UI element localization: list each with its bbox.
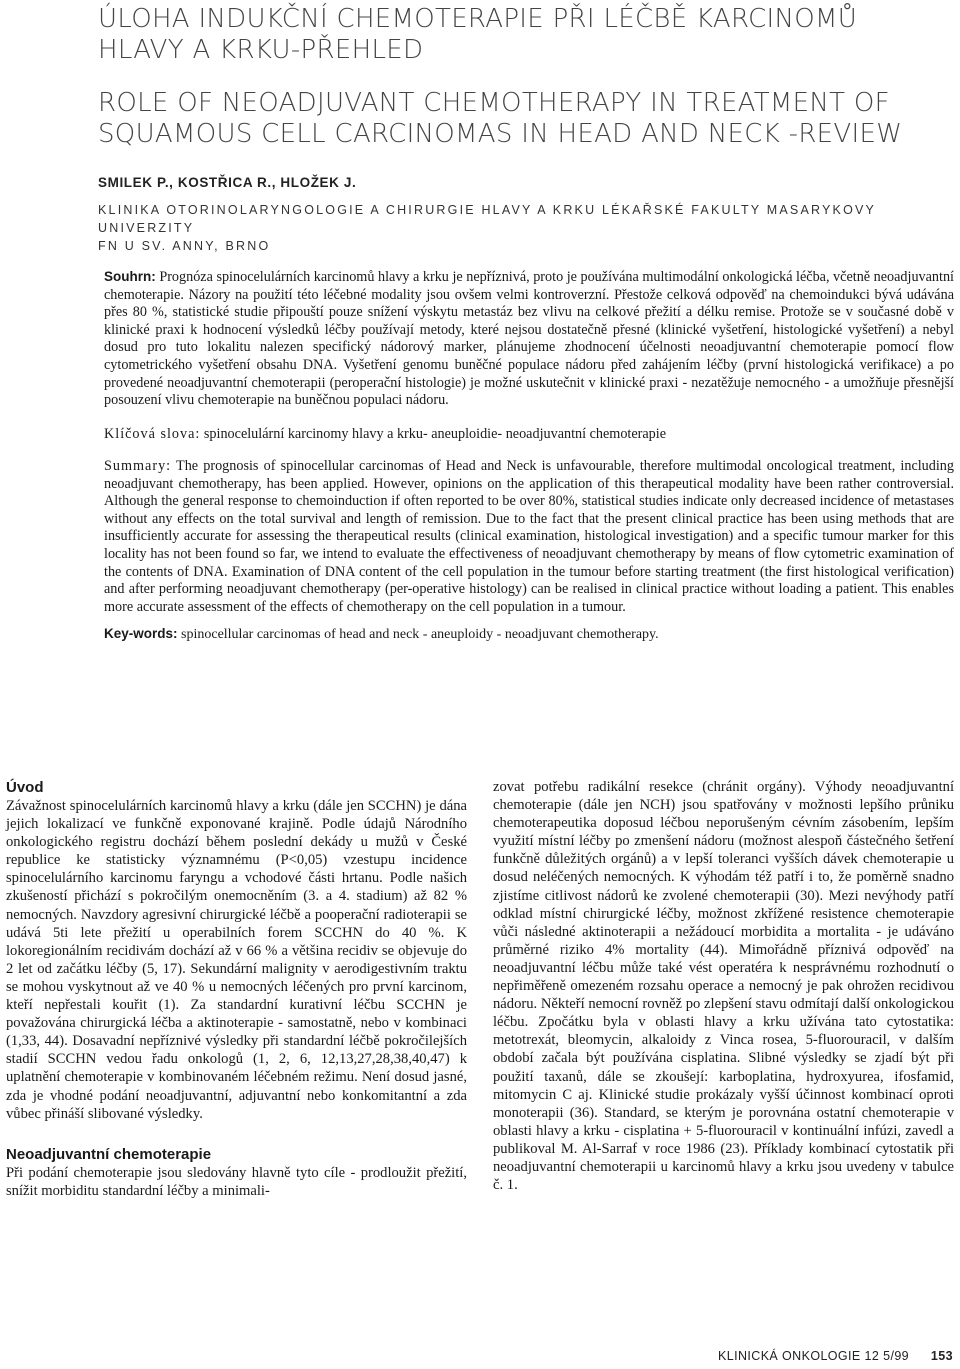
affiliation-line-2: UNIVERZITY: [98, 221, 195, 235]
page-footer: [718, 1349, 953, 1363]
keywords-czech-label: Klíčová slova:: [104, 426, 201, 442]
keywords-english-label: Key-words:: [104, 626, 178, 641]
abstract-czech-label: Souhrn:: [104, 269, 156, 284]
keywords-english: [104, 625, 954, 644]
abstract-english-text: The prognosis of spinocellular carcinomas of Head and Neck is unfavourable, therefore multimodal oncological treatment, including neoadjuvant chemotherapy, has been applied. However, opinions on the application of this therapeutical modality have been rather controversial. Although the general response to chemoinduction if often reported to be over 80%, statistical studies indicate only decreased incidence of metastases without any effects on the total survival and length of remission. Due to the fact that the present clinical practice has been using methods that are insufficiently accurate for assessing the therapeutical results (clinical examination, histological investigation) and a specific tumour marker for this locality has not been found so far, we intend to evaluate the effectiveness of neoadjuvant chemotherapy by means of flow cytometric examination of the contents of DNA. Examination of DNA content of the cell population in the tumour before starting treatment (the first histological verification) and after performing neoadjuvant chemotherapy (per-operative histology) can be realised in clinical practice without loading a patient. This enables more accurate assessment of the effects of chemotherapy on the cell population in a tumour.: [104, 458, 954, 615]
abstract-czech: [104, 268, 954, 410]
affiliation-line-1: KLINIKA OTORINOLARYNGOLOGIE A CHIRURGIE HLAVY A KRKU LÉKAŘSKÉ FAKULTY MASARYKOVY: [98, 203, 877, 217]
abstract-english-label: Summary:: [104, 458, 172, 474]
keywords-czech: [104, 426, 954, 444]
right-column-paragraph: zovat potřebu radikální resekce (chránit orgány). Výhody neoadjuvantní chemoterapie (dále jen NCH) jsou spatřovány v možnosti lepšího průniku chemoterapeutika doposud léčbou neporušeným cévním zásobením, lepším využití místní léčby po zmenšení nádoru (možnost alespoň částečného šetření funkčně důležitých orgánů) a v lepší toleranci vyšších dávek chemoterapie u dosud neléčených nemocných. K výhodám též patří i to, že poměrně snadno zjistíme citlivost nádorů ke zvolené chemoterapii (30). Mezi nevýhody patří odklad místní chirurgické léčby, možnost zkřížené resistence chemoterapie vůči následné aktinoterapii a nežádoucí morbidita a mortalita - je udáváno průměrné riziko 4% mortality (44). Mimořádně příznivá odpověď na neoadjuvantní léčbu může také vést operatéra k nesprávnému rozhodnutí o nepřiměřeně omezeném rozsahu operace a nemocný je pak ohrožen recidivou nádoru. Někteří nemocní rovněž po zlepšení stavu odmítají další onkologickou léčbu. Zpočátku byla v oblasti hlavy a krku užívána tato cytostatika: metotrexát, bleomycin, alkaloidy z Vinca rosea, 5-fluorouracil, v dalším období začala být používána cisplatina. Slibné výsledky se zjadí být při použití taxanů, dále se zkoušejí: karboplatina, hydroxyurea, ifosfamid, mitomycin C aj. Klinické studie prokázaly vyšší účinnost kombinací oproti monoterapii (36). Standard, se kterým je porovnána ostatní chemoterapie v oblasti hlavy a krku - cisplatina + 5-fluorouracil v kontinuální infúzi, zavedl a publikoval M. Al-Sarraf v roce 1986 (23). Příklady kombinací cytostatik při neoadjuvantní chemoterapii u karcinomů hlavy a krku jsou uvedeny v tabulce č. 1.: [493, 779, 954, 1194]
neoadjuvant-heading: Neoadjuvantní chemoterapie: [6, 1145, 212, 1163]
abstract-czech-text: Prognóza spinocelulárních karcinomů hlavy a krku je nepříznivá, proto je používána multimodální onkologická léčba, včetně neoadjuvantní chemoterapie. Názory na použití této léčebné modality jsou ovšem velmi kontroverzní. Přestože celková odpověď na chemoindukci bývá udávána přes 80 %, statistické studie připouští pouze snížení výskytu metastáz bez vlivu na celkové přežití a délku remise. Protože se v současné době v klinické praxi k hodnocení výsledků léčby používají metody, které nejsou dostatečně přesné (klinické vyšetření, histologické vyšetření) a nebyl dosud pro tuto lokalitu nalezen specifický nádorový marker, plánujeme zhodnocení účelnosti neoadjuvantní chemoterapie pomocí flow cytometrického vyšetření obsahu DNA. Vyšetření genomu buněčné populace nádoru před zahájením léčby (první histologická verifikace) a po provedené neoadjuvantní chemoterapii (peroperační histologie) je možné uskutečnit v klinické praxi - nezatěžuje nemocného - a umožňuje přesnější posouzení vlivu chemoterapie na buněčnou populaci nádoru.: [104, 269, 955, 409]
keywords-czech-text: spinocelulární karcinomy hlavy a krku- aneuploidie- neoadjuvantní chemoterapie: [203, 426, 667, 442]
authors: SMILEK P., KOSTŘICA R., HLOŽEK J.: [98, 175, 357, 190]
neoadjuvant-paragraph: Při podání chemoterapie jsou sledovány hlavně tyto cíle - prodloužit přežití, snížit morbiditu standardní léčby a minimali-: [6, 1164, 467, 1199]
page-number: 153: [930, 1349, 953, 1363]
intro-paragraph: Závažnost spinocelulárních karcinomů hlavy a krku (dále jen SCCHN) je dána jejich lokalizací ve funkčně exponované krajině. Podle údajů Národního onkologického registru dochází během poslední dekády u mužů v České republice ke statisticky významnému (P<0,05) vzestupu incidence spinocelulárního karcinomu faryngu a vchodové části hrtanu. Podle našich zkušeností přichází s pokročilým onemocněním (3. a 4. stadium) až 82 % nemocných. Navzdory agresivní chirurgické léčbě a pooperační radioterapii se udává 5ti lete přežití u operabilních forem SCCHN do 40 %. K lokoregionálním recidivám dochází až v 66 % a většina recidiv se objevuje do 2 let od začátku léčby (5, 17). Sekundární malignity v aerodigestivním traktu se mohou vyskytnout až ve 40 % u nemocných léčených pro první karcinom, kteří nepřestali kouřit (1). Za standardní kurativní léčbu SCCHN je považována chirurgická léčba a aktinoterapie - samostatně, nebo v kombinaci (1,33, 44). Dosavadní nepříznivé výsledky při standardní léčbě pokročilejších stadií SCCHN vedou řadu onkologů (1, 2, 6, 12,13,27,28,38,40,47) k uplatnění chemoterapie v kombinovaném léčebném režimu. Není dosud jasné, zda je vhodné podání neoadjuvantní, adjuvantní nebo konkomitantní a zda vůbec přináší slibované výsledky.: [6, 798, 467, 1122]
keywords-english-text: spinocellular carcinomas of head and neck - aneuploidy - neoadjuvant chemotherapy.: [181, 627, 659, 642]
abstract-english: [104, 458, 954, 616]
title-czech: ÚLOHA INDUKČNÍ CHEMOTERAPIE PŘI LÉČBĚ KARCINOMŮ HLAVY A KRKU-PŘEHLED: [98, 4, 858, 65]
title-english: ROLE OF NEOADJUVANT CHEMOTHERAPY IN TREATMENT OF SQUAMOUS CELL CARCINOMAS IN HEAD AND NECK -REVIEW: [98, 88, 903, 149]
body-column-right: [493, 778, 954, 1194]
intro-heading: Úvod: [6, 779, 44, 796]
journal-name: KLINICKÁ ONKOLOGIE 12 5/99: [718, 1349, 910, 1363]
body-column-left: [6, 778, 467, 1200]
affiliation-line-3: FN U SV. ANNY, BRNO: [98, 239, 271, 253]
